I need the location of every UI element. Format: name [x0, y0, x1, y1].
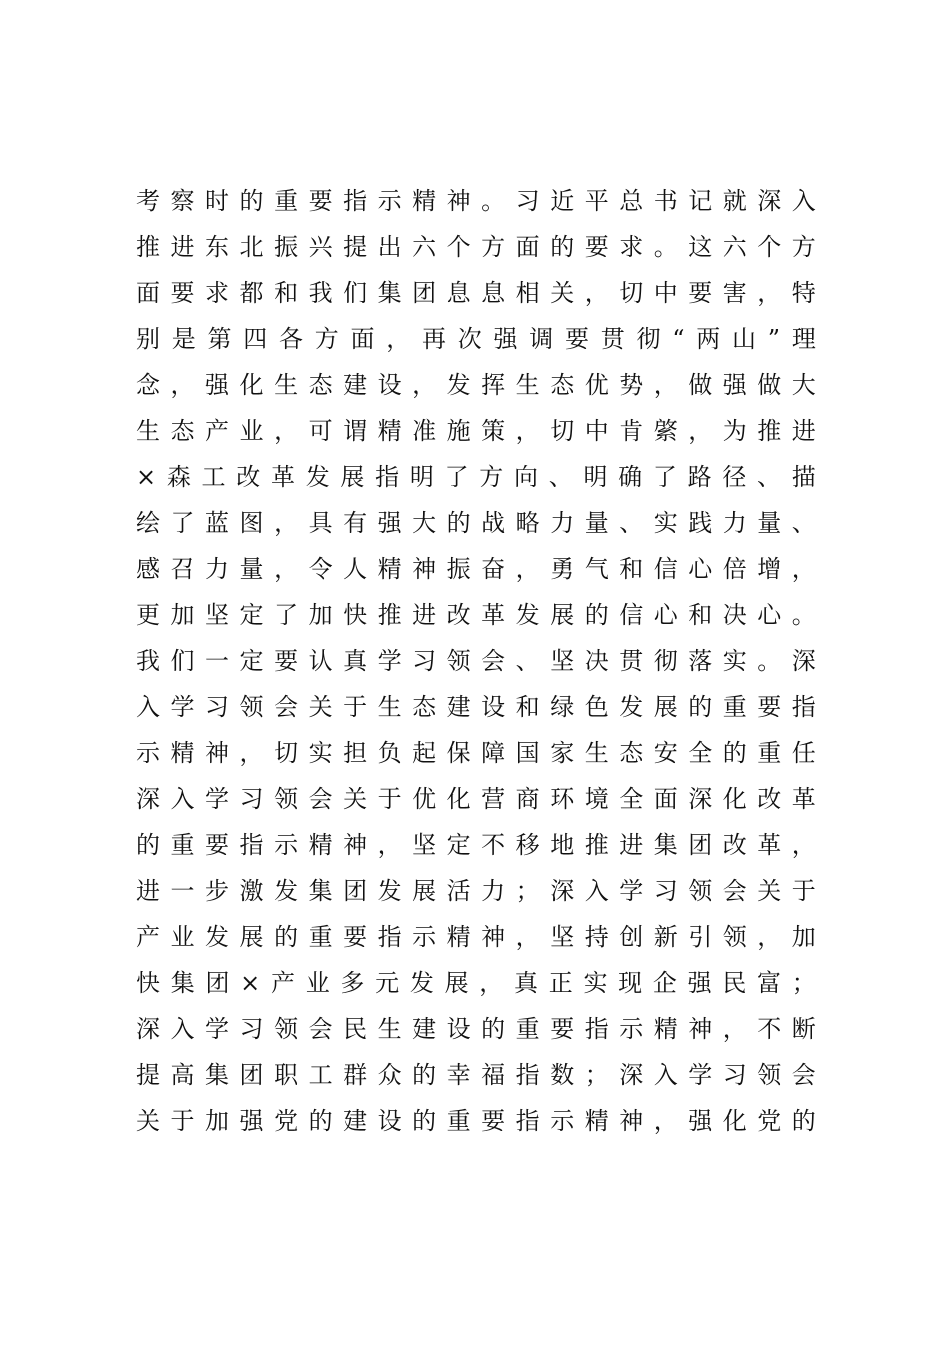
- text-line: 关 于 加 强 党 的 建 设 的 重 要 指 示 精 神 ， 强 化 党 的: [136, 1107, 816, 1135]
- text-line: 绘 了 蓝 图 ， 具 有 强 大 的 战 略 力 量 、 实 践 力 量 、: [136, 509, 816, 537]
- text-line: 快 集 团 × 产 业 多 元 发 展 ， 真 正 实 现 企 强 民 富 ；: [136, 969, 816, 997]
- text-line: 的 重 要 指 示 精 神 ， 坚 定 不 移 地 推 进 集 团 改 革 ，: [136, 831, 816, 859]
- text-line: 提 高 集 团 职 工 群 众 的 幸 福 指 数 ； 深 入 学 习 领 会: [136, 1061, 816, 1089]
- text-line: 感 召 力 量 ， 令 人 精 神 振 奋 ， 勇 气 和 信 心 倍 增 ，: [136, 555, 816, 583]
- text-line: 面 要 求 都 和 我 们 集 团 息 息 相 关 ， 切 中 要 害 ， 特: [136, 279, 816, 307]
- text-line: 进 一 步 激 发 集 团 发 展 活 力 ； 深 入 学 习 领 会 关 于: [136, 877, 816, 905]
- text-line: 示 精 神 ， 切 实 担 负 起 保 障 国 家 生 态 安 全 的 重 任: [136, 739, 816, 767]
- text-line: 别 是 第 四 各 方 面 ， 再 次 强 调 要 贯 彻 “ 两 山 ” 理: [136, 325, 816, 353]
- text-line: 深 入 学 习 领 会 关 于 优 化 营 商 环 境 全 面 深 化 改 革: [136, 785, 816, 813]
- text-line: 入 学 习 领 会 关 于 生 态 建 设 和 绿 色 发 展 的 重 要 指: [136, 693, 816, 721]
- text-line: 我 们 一 定 要 认 真 学 习 领 会 、 坚 决 贯 彻 落 实 。 深: [136, 647, 816, 675]
- text-line: 生 态 产 业 ， 可 谓 精 准 施 策 ， 切 中 肯 綮 ， 为 推 进: [136, 417, 816, 445]
- text-line: 念 ， 强 化 生 态 建 设 ， 发 挥 生 态 优 势 ， 做 强 做 大: [136, 371, 816, 399]
- text-line: 推 进 东 北 振 兴 提 出 六 个 方 面 的 要 求 。 这 六 个 方: [136, 233, 816, 261]
- body-text: [136, 178, 816, 1144]
- text-line: 考 察 时 的 重 要 指 示 精 神 。 习 近 平 总 书 记 就 深 入: [136, 187, 816, 215]
- text-line: × 森 工 改 革 发 展 指 明 了 方 向 、 明 确 了 路 径 、 描: [136, 463, 816, 491]
- text-line: 产 业 发 展 的 重 要 指 示 精 神 ， 坚 持 创 新 引 领 ， 加: [136, 923, 816, 951]
- text-line: 更 加 坚 定 了 加 快 推 进 改 革 发 展 的 信 心 和 决 心 。: [136, 601, 816, 629]
- text-line: 深 入 学 习 领 会 民 生 建 设 的 重 要 指 示 精 神 ， 不 断: [136, 1015, 816, 1043]
